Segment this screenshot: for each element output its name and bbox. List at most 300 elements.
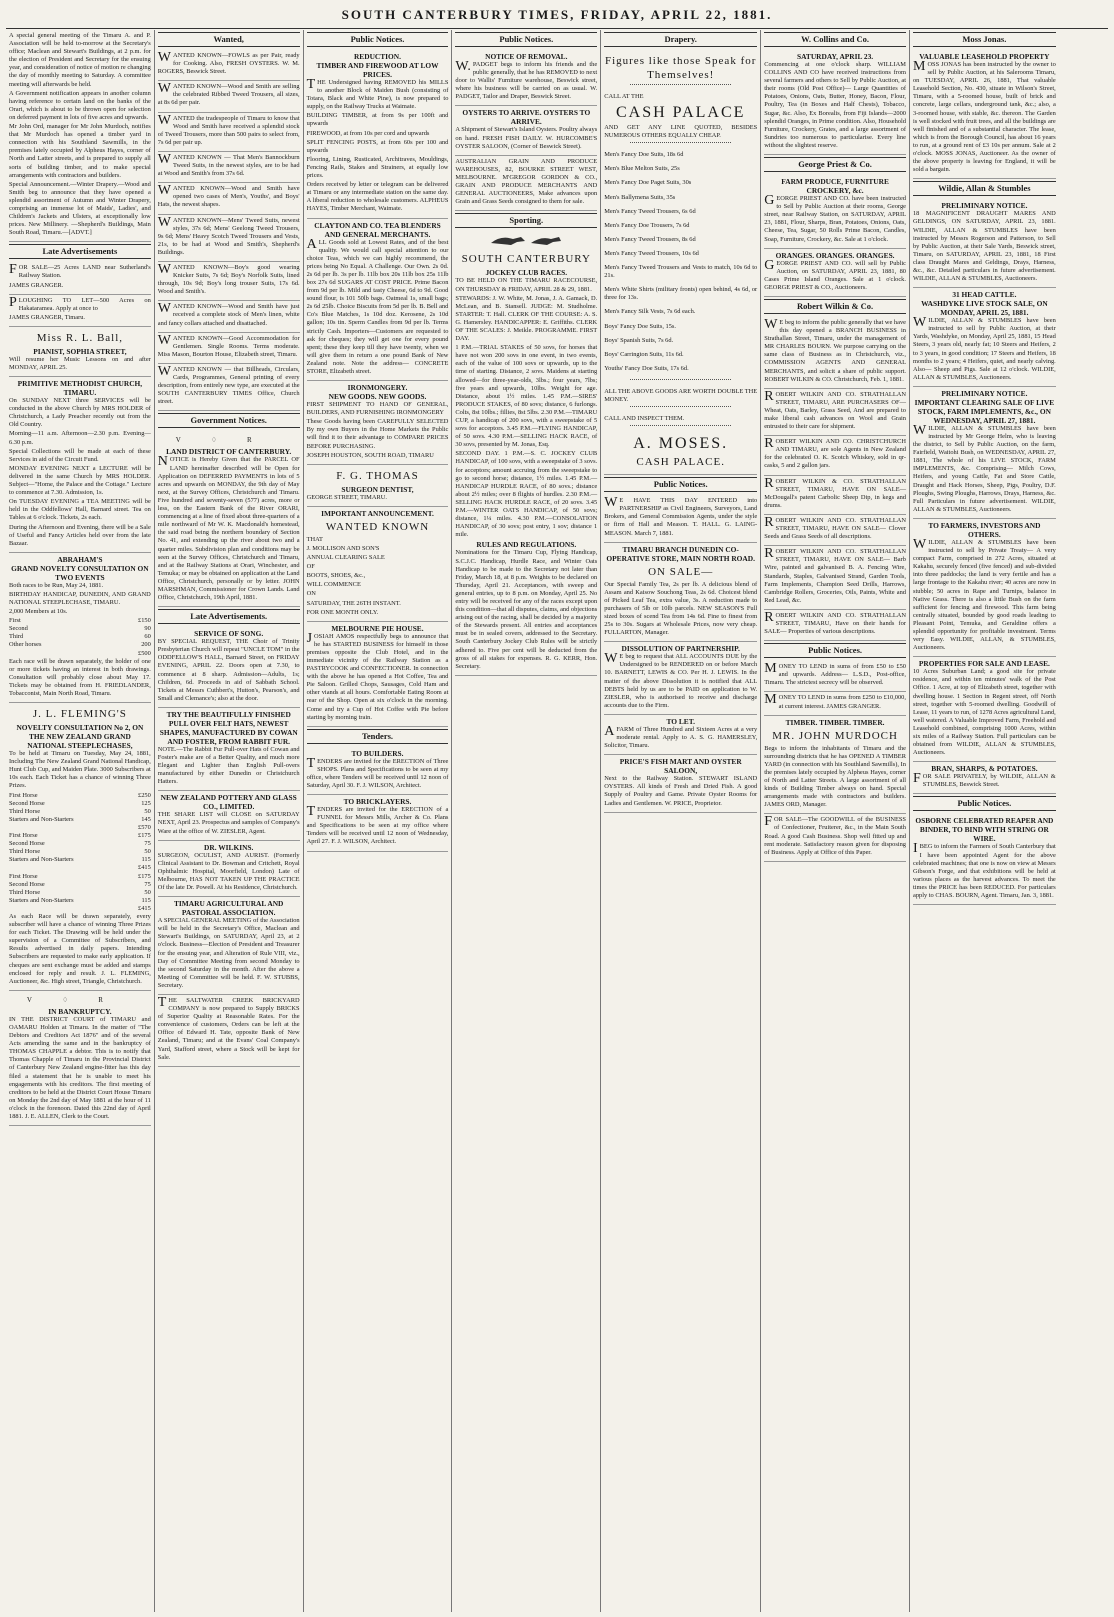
ad-title: SOUTH CANTERBURY — [461, 253, 591, 266]
advertisement — [307, 219, 449, 382]
ad-text: MOSS JONAS has been instructed by the owner to sell by Public Auction, at his Salerooms Timaru, on TUESDAY, APRIL 26, 1881, That valuable Leasehold Section, No. 430, situate in Wilson's Street, Timaru, with a 5-roomed house, built of brick and concrete, large cellars, underground tank, &c.; also, a 3-roomed house, with stable, &c. thereon. The Garden is well stocked with fruit trees, and all the buildings are well finished and of a substantial character. The lease, which is from the Borough Council, has about 16 years to run, at a ground rent of £3 10s per annum. Sale at 2 o'clock. MOSS JONAS, Auctioneer. As the owner of the above property is leaving for England, it will be sold a bargain. — [912, 59, 1056, 174]
advertisement — [9, 553, 151, 703]
prize-row — [9, 617, 151, 625]
prize-label: Third Horse — [9, 888, 41, 896]
divider — [630, 142, 731, 149]
advertisement — [764, 692, 906, 715]
advertisement — [455, 156, 597, 212]
ad-text: Our Special Family Tea, 2s per lb. A delicious blend of Assam and Kaisow Souchong Teas, 2s 6d. Choicest blend of Picked Leaf Tea, extra value, 3s. A reduction made to purchasers of 5lb or 10lb parcels. NEW SEASON'S Full sized boxes of scend Tea from 14s 6d. Fine to finest from 25s to 30s. Sugars at Wholesale Prices, now very cheap. FULLARTON, Manager. — [604, 580, 758, 637]
prize-label: Third Horse — [9, 807, 41, 815]
advertisement — [158, 215, 300, 262]
prize-value: £175 — [138, 832, 151, 840]
advertisement — [9, 377, 151, 553]
ad-text: THAT — [306, 535, 323, 543]
ad-title: PRELIMINARY NOTICE. — [941, 201, 1028, 211]
ad-text: ALL THE ABOVE GOODS ARE WORTH DOUBLE THE MONEY. — [604, 387, 758, 403]
news-item: Mr John Ord, manager for Mr John Murdoch, notifies that Mr Murdoch has opened a timber yard in connection with his Southland Sawmills, in the premises lately occupied by Alpheus Hayes, corner of North and Latter streets, and is prepared to supply all sorts of building timber, and to make special arrangements with contractors and builders. — [9, 123, 151, 179]
advertisement — [764, 716, 906, 815]
ad-text: ROBERT WILKIN & CO. STRATHALLAN STREET, TIMARU, HAVE ON SALE— McDougall's patent Carbolic Sheep Dip, in kegs and drums. — [764, 475, 906, 509]
prize-label: Third — [9, 633, 24, 641]
ad-title: IN BANKRUPTCY. — [48, 1006, 112, 1016]
advertisement — [9, 703, 151, 991]
ad-text: As each Race will be drawn separately, every subscriber will have a chance of winning Three Prizes for each Ticket. The Drawing will be held under the supervision of a Committee of Subscribers, and Results advertised in daily papers. Intending Subscribers are requested to make early application. If cheques are sent exchange must be added and stamps enclosed for reply and result. J. L. FLEMING, Auctioneer, &c. High street, Triangle, Christchurch. — [9, 912, 151, 985]
section-heading: Late Advertisements — [9, 244, 151, 259]
prize-row — [9, 873, 151, 881]
ad-subtitle: IMPORTANT ANNOUNCEMENT. — [321, 508, 434, 518]
ad-text: WANTED KNOWN—Boy's good wearing Knicker Suits, 7s 6d; Boy's Norfolk Suits, lined through, 10s 9d; Boy's long trouser Suits, 17s 6d. Wood and Smith's. — [157, 261, 300, 296]
ad-subtitle: TIMBER. TIMBER. TIMBER. — [785, 717, 885, 727]
section-heading: Moss Jonas. — [913, 32, 1056, 47]
ad-text: NOTE.—The Rabbit Fur Pull-over Hats of Cowan and Foster's make are of a Better Quality, and much more Elegant and Lighter than English Pull-overs manufactured by either Dunedin or Christchurch Hatters. — [157, 745, 300, 786]
advertisement — [913, 762, 1056, 794]
horse-icon — [455, 233, 597, 250]
ad-text: Both races to be Run, May 24, 1881. — [9, 581, 104, 589]
list-item: Youths' Fancy Doe Suits, 17s 6d. — [604, 364, 689, 372]
ad-text: W.PADGET begs to inform his friends and the public generally, that he has REMOVED to next door to Wallis' Furniture warehouse, Beswick street, where his business will be carried on as usual. W. PADGET, Tailor and Draper, Beswick Street. — [455, 59, 598, 101]
ad-text: WANTED KNOWN—Wood and Smith have just received a complete stock of Men's linen, white and fancy collars attached and disattached. — [157, 301, 300, 327]
ad-title: Figures like those Speak for Themselves! — [604, 55, 757, 81]
ad-title: OSBORNE CELEBRATED REAPER AND BINDER, TO BIND WITH STRING OR WIRE. — [915, 816, 1054, 844]
list-item: Men's Fancy Doe Trousers, 7s 6d — [604, 221, 690, 229]
ad-subtitle: GRAND NOVELTY CONSULTATION ON TWO EVENTS — [11, 563, 149, 582]
ad-text: FIRST SHIPMENT TO HAND OF GENERAL, BUILDERS, AND FURNISHING IRONMONGERY — [306, 401, 449, 417]
advertisement — [764, 389, 906, 436]
ad-text: WE HAVE THIS DAY ENTERED into PARTNERSHIP as Civil Engineers, Surveyors, Land Brokers, and General Commission Agents, under the style or firm of Hall and Meason. T. HALL. G. LAING-MEASON. March 7, 1881. — [604, 495, 758, 537]
list-item: Men's Fancy Doe Paget Suits, 30s — [604, 179, 692, 187]
advertisement — [913, 814, 1056, 905]
ad-text: THE Undersigned having REMOVED his MILLS to another Block of Maiden Bush (consisting of Totara, Black and White Pine), is now prepared to supply, on the Railway Trucks at Waimate. — [306, 77, 449, 111]
advertisement — [455, 106, 597, 155]
advertisement — [158, 301, 300, 332]
prize-row — [9, 897, 151, 905]
column-3 — [304, 30, 453, 1612]
ad-title: LAND DISTRICT OF CANTERBURY. — [166, 447, 292, 457]
prize-value: 50 — [144, 888, 151, 896]
column-2 — [155, 30, 304, 1612]
ad-title: TO BRICKLAYERS. — [343, 797, 412, 807]
ad-subtitle: NEW GOODS. NEW GOODS. — [328, 392, 427, 402]
ad-text: Orders received by letter or telegram can be delivered at Timaru or any intermediate station on the same day. A liberal reduction to wholesale customers. ALPHEUS HAYES, Timber Merchant, Waimate. — [306, 181, 449, 213]
prize-row — [9, 650, 151, 658]
ad-text: J. MOLLISON AND SON'S — [306, 544, 380, 552]
prize-row — [9, 808, 151, 816]
advertisement — [9, 262, 151, 294]
ad-text: STEWARDS: J. W. White, M. Jonas, J. A. Gamack, D. McLean, and B. Stansell. JUDGE: M. Studholme. STARTER: T. Hall. CLERK OF THE COURSE: A. S. G. Hamersley. HANDICAPPER: E. Griffiths. CLERK OF THE SCALES: J. Meikle. PROGRAMME. FIRST DAY. — [455, 294, 598, 343]
prize-value: 200 — [141, 641, 151, 649]
advertisement — [307, 795, 449, 851]
ad-text: IBEG to inform the Farmers of South Canterbury that I have been appointed Agent for the above celebrated machines; that one is now on view at Messrs Gibson's Forge, and that exhibitions will be held at various places as the harvest advances. To meet the times the PRICE has been REDUCED. For particulars apply to CHAS. BOURN, Agent. Timaru, Jan. 3, 1881. — [912, 841, 1056, 900]
ad-text: TENDERS are invited for the ERECTION of Three SHOPS. Plans and Specifications to be seen at my office, where Tenders will be received until 12 noon of Saturday, April 30. F. J. WILSON, Architect. — [306, 755, 449, 789]
ad-title: TO FARMERS, INVESTORS AND OTHERS. — [928, 520, 1041, 539]
section-heading: Public Notices. — [455, 32, 597, 47]
advertisement — [604, 495, 757, 542]
prize-value: 75 — [144, 880, 151, 888]
list-item: Boys' Spanish Suits, 7s 6d. — [604, 336, 674, 344]
advertisement — [307, 465, 449, 507]
prize-row — [9, 881, 151, 889]
ad-title: FARM PRODUCE, FURNITURE CROCKERY, &c. — [781, 177, 889, 196]
section-heading: Tenders. — [307, 729, 449, 744]
royal-crest: V♢R — [175, 436, 282, 445]
advertisement — [158, 81, 300, 112]
advertisement — [764, 50, 906, 155]
ad-title: TRY THE BEAUTIFULLY FINISHED PULL OVER FELT HATS, NEWEST SHAPES, MANUFACTURED BY COWAN AND FOSTER, FROM RABBIT FUR. — [159, 709, 298, 746]
advertisement — [913, 657, 1056, 762]
news-item: A special general meeting of the Timaru A. and P. Association will be held to-morrow at the Secretary's office; Maclean and Stewart's Buildings, at 2 p.m. for the election of President and Secretary for the ensuing year, and consideration of notice of motion re changing the day of monthly meeting to Saturday. A committee meeting will afterwards be held. — [9, 32, 151, 88]
ad-signature: JOSEPH HOUSTON, SOUTH ROAD, TIMARU — [306, 451, 434, 459]
prize-row — [9, 840, 151, 848]
list-item: Boys' Fancy Doe Suits, 15s. — [604, 322, 676, 330]
ad-text: BOOTS, SHOES, &c., — [306, 572, 366, 580]
advertisement — [307, 747, 449, 795]
ad-text: WANTED KNOWN — that Billheads, Circulars, Cards, Programmes, General printing of every description, from entirely new type, are executed at the SOUTH CANTERBURY TIMES Office, Church street. — [157, 363, 300, 406]
prize-label: Starters and Non-Starters — [9, 815, 74, 823]
ad-title: WASHDYKE LIVE STOCK SALE, ON MONDAY, APRIL 25, 1881. — [921, 299, 1048, 318]
column-7 — [910, 30, 1059, 1612]
prize-row — [9, 816, 151, 824]
masthead: SOUTH CANTERBURY TIMES, FRIDAY, APRIL 22, 1881. — [341, 7, 773, 22]
advertisement — [604, 715, 757, 755]
ad-text: WILDIE, ALLAN & STUMBLES have been instructed to sell by Public Auction, at their Yards, Washdyke, on Monday, April 25, 1881, 15 Head Steers, 3 years old, nearly fat; 10 Steers and Heifers, 2 to 3 years, in good condition; 17 Steers and Heifers, 18 months to 2 years; 4 Heifers, quiet, and nearly calving. Also— Sheep and Pigs. Sale at 12 o'clock. WILDIE, ALLAN & STUMBLES, Auctioneers. — [912, 315, 1056, 381]
ad-text: WE beg to inform the public generally that we have this day opened a BRANCH BUSINESS in Strathallan Street, Timaru, under the management of MR CHARLES BOURN. We purpose carrying on the same class of Business as in Christchurch, viz., COMMISSION AGENTS AND GENERAL MERCHANTS, and solicit a share of public support. ROBERT WILKIN & CO. Christchurch, Feb. 1, 1881. — [764, 316, 906, 383]
advertisement — [764, 476, 906, 515]
ad-title: TO LET. — [666, 716, 695, 726]
prize-label: Other horses — [9, 641, 42, 649]
advertisement — [307, 507, 449, 622]
advertisement — [158, 262, 300, 301]
ad-title: MELBOURNE PIE HOUSE. — [331, 623, 424, 633]
ad-title: MR. JOHN MURDOCH — [772, 729, 898, 742]
section-heading: Wanted, — [158, 32, 300, 47]
prize-value: 60 — [144, 633, 151, 641]
column-4 — [452, 30, 601, 1612]
advertisement — [455, 50, 597, 106]
prize-value: 90 — [144, 625, 151, 633]
advertisement — [604, 755, 757, 812]
ad-text: SURGEON, OCULIST, AND AURIST. (Formerly Clinical Assistant to Dr. Bowman and Critchett, Royal Ophthalmic Hospital, Moorfield, London) Late of Melbourne, HAS NOT TAKEN UP THE PRACTICE Of the late Dr. Powell. At his Residence, Christchurch. — [157, 851, 300, 892]
list-item: Men's Blue Melton Suits, 25s — [604, 165, 680, 173]
ad-text: WILDIE, ALLAN & STUMBLES have been instructed by Mr George Helm, who is leaving the district, to Sell by Public Auction, on the farm, Fairfield, Waitohi Bush, on WEDNESDAY, APRIL 27, 1881, The whole of his LIVE STOCK, FARM IMPLEMENTS, &c. Comprising— Milch Cows, Heifers, and young Cattle, Fat and Store Cattle, Draught and Hack Horses, Sheep, Pigs, Poultry, D.F. Ploughs, Swing Ploughs, Harrows, Drays, Harness, &c. Full Particulars in future advertisement. WILDIE, ALLAN & STUMBLES, Auctioneers. — [912, 422, 1056, 513]
section-heading: Late Advertisements. — [158, 609, 300, 624]
ad-title: DISSOLUTION OF PARTNERSHIP. — [621, 644, 740, 654]
advertisement — [158, 995, 300, 1067]
list-item: Men's Ballymena Suits, 35s — [604, 193, 676, 201]
advertisement — [158, 897, 300, 995]
ad-text: FOR SALE—The GOODWILL of the BUSINESS of Confectioner, Fruiterer, &c., in the Main South Road. A good Cash Business. Shop well fitted up and rent moderate. Satisfactory reason given for disposing of Business. Apply at Office of this Paper. — [764, 814, 906, 856]
ad-text: WANTED KNOWN—FOWLS as per Pair, ready for Cooking. Also, FRESH OYSTERS. W. M. ROGERS, Beswick Street. — [157, 50, 300, 76]
ad-text: THE SALTWATER CREEK BRICKYARD COMPANY is now prepared to Supply BRICKS of Superior Quality at Reasonable Rates. For the convenience of customers, Orders can be left at the Office of Edward H. Tate, opposite Bank of New Zealand, Timaru; and at the Evans' Coal Company's Yard, Stafford street, where a Stock will be kept for Sale. — [157, 994, 300, 1061]
advertisement — [764, 436, 906, 475]
ad-subtitle: 31 HEAD CATTLE. — [952, 290, 1017, 300]
ad-subtitle: NOVELTY CONSULTATION No 2, ON THE NEW ZEALAND GRAND NATIONAL STEEPLECHASES, — [16, 723, 144, 751]
ad-subtitle: PIANIST, SOPHIA STREET, — [33, 346, 127, 356]
ad-text: WANTED KNOWN — That Men's Bannockburn Tweed Suits, in the newest styles, are to be had at Wood and Smith's from 37s 6d. — [157, 151, 300, 178]
ad-text: Next to the Railway Station. STEWART ISLAND OYSTERS. All kinds of Fresh and Dried Fish. A good Supply of Poultry and Game. Private Oyster Rooms for Ladies and Gentlemen. W. PRICE, Proprietor. — [604, 775, 758, 807]
ad-text: ROBERT WILKIN AND CO. STRATHALLAN STREET, TIMARU, ARE PURCHASERS OF— Wheat, Oats, Barley, Grass Seed, And are prepared to make liberal cash advances on Wool and Grain entrusted to their care for shipment. — [764, 388, 906, 431]
ad-text: To be held at Timaru on Tuesday, May 24, 1881, Including The New Zealand Grand National Handicap, Hunt Club Cup, and Maiden Plate. 3000 Subscribers at 10s each. Each Ticket has a chance of winning Three Prizes. — [9, 750, 151, 790]
advertisement — [158, 50, 300, 81]
section-heading: Public Notices. — [604, 477, 757, 492]
prize-row — [9, 832, 151, 840]
ad-title: PRICE'S FISH MART AND OYSTER SALOON, — [619, 757, 742, 776]
ad-title: PRIMITIVE METHODIST CHURCH, TIMARU. — [17, 379, 143, 398]
ad-text: WANTED KNOWN—Wood and Smith are selling the celebrated Ribbed Tweed Trousers, all sizes, at 8s 6d per pair. — [157, 81, 300, 107]
advertisement — [913, 519, 1056, 657]
divider — [630, 84, 731, 91]
advertisement — [158, 431, 300, 607]
ad-title: SERVICE OF SONG. — [194, 629, 264, 639]
advertisement — [764, 317, 906, 389]
ad-text: ROBERT WILKIN AND CO. STRATHALLAN STREET, TIMARU, Have on their hands for SALE— Properties of various descriptions. — [764, 609, 906, 636]
prize-row — [9, 641, 151, 649]
ad-text: Special Collections will be made at each of these Services in aid of the Circuit Fund. — [9, 447, 151, 463]
prize-row — [9, 800, 151, 808]
ad-text: TO BE HELD ON THE TIMARU RACECOURSE, ON THURSDAY & FRIDAY, APRIL 28 & 29, 1881. — [455, 277, 598, 293]
prize-row — [9, 633, 151, 641]
prize-value: 125 — [141, 799, 151, 807]
list-item: Men's Fancy Tweed Trousers and Vests to match, 10s 6d to 21s. — [604, 264, 758, 280]
ad-signature: JAMES GRANGER, Timaru. — [9, 313, 85, 321]
advertisement — [158, 113, 300, 152]
ad-text: FOR SALE PRIVATELY, by WILDIE, ALLAN & STUMBLES, Beswick Street. — [912, 771, 1056, 789]
masthead-rule — [6, 28, 1108, 29]
ad-title: J. L. FLEMING'S — [32, 708, 127, 721]
prize-value: £415 — [138, 904, 151, 912]
advertisement — [307, 622, 449, 727]
prize-row — [9, 864, 151, 872]
section-heading: Wildie, Allan & Stumbles — [913, 181, 1056, 196]
ad-text: WANTED the tradespeople of Timaru to know that Wood and Smith have received a splendid stock of Tweed Trousers, more than 500 pairs to select from, 7s 6d per pair up. — [157, 112, 300, 146]
ad-text: WANTED KNOWN—Wood and Smith have opened two cases of Men's, Youths', and Boys' Hats, the newest shapes. — [157, 183, 300, 209]
ad-text: BIRTHDAY HANDICAP, DUNEDIN, AND GRAND NATIONAL STEEPLECHASE, TIMARU. — [9, 590, 151, 606]
merchant-name: A. MOSES. — [633, 435, 729, 453]
ad-text: 1 P.M.—TRIAL STAKES of 50 sovs, for horses that have not won 200 sovs in one event, in two events, each of the value of 100 sovs or upwards, up to the time of starting. Distance, 2 sovs. Maidens at starting allowed—for three-year-olds, 3lbs.; four years, 7lbs; five years and upwards, 10lbs. Weight for age. Distance, about 1½ miles. 1.45 P.M.—SIRES' PRODUCE STAKES, of 80 sovs; distance, 6 furlongs. Colts, 8st 10lbs.; fillies, 8st 5lbs. 2.30 P.M.—TIMARU CUP, a handicap of 200 sovs, with a sweepstake of 5 sovs for acceptors. 3.45 P.M.—FLYING HANDICAP, of 50 sovs. 4.30 P.M.—SELLING HACK RACE, of 30 sovs, presented by M. Jonas, Esq. — [455, 344, 598, 449]
ad-title: BRAN, SHARPS, & POTATOES. — [931, 764, 1038, 774]
section-heading: Government Notices. — [158, 413, 300, 428]
prize-value: £250 — [138, 791, 151, 799]
list-item: BUILDING TIMBER, at from 9s per 100ft and upwards — [306, 112, 449, 128]
ad-title: DR. WILKINS. — [204, 842, 254, 852]
advertisement — [307, 381, 449, 465]
price-list — [604, 151, 757, 373]
prize-label: First Horse — [9, 832, 38, 840]
advertisement — [764, 610, 906, 641]
ad-text: MONEY TO LEND in sums of from £50 to £50 and upwards. Address— L.S.D., Post-office, Timaru. The strictest secrecy will be observed. — [764, 661, 906, 687]
ad-text: AFARM of Three Hundred and Sixteen Acres at a very moderate rental. Apply to A. S. G. HAMERSLEY, Solicitor, Timaru. — [604, 723, 758, 750]
advertisement — [764, 661, 906, 692]
prize-label: Starters and Non-Starters — [9, 896, 74, 904]
ad-title: IMPORTANT CLEARING SALE OF LIVE STOCK, FARM IMPLEMENTS, &c., ON WEDNESDAY, APRIL 27, 1881. — [914, 397, 1055, 425]
advertisement — [604, 50, 757, 475]
section-heading: Public Notices. — [764, 643, 906, 658]
news-item: Special Announcement.—Winter Drapery.—Wood and Smith beg to announce that they have opened a splendid assortment of Autumn and Winter Drapery, comprising an immense lot of Maids', Ladies', and Children's Jackets and Ulsters, at exceptionally low prices. New Millinery. —Shepherd's Buildings, Main South Road, Timaru.—[ADVT.] — [9, 180, 151, 237]
divider — [630, 425, 731, 432]
ad-text: JOSIAH AMOS respectfully begs to announce that he has STARTED BUSINESS for himself in those premises opposite the Club Hotel, and in the immediate vicinity of the Railway Station as a PASTRYCOOK and CONFECTIONER. In connection with the above he has opened a Hot Coffee, Tea and Pie Saloon. Grilled Chops, Sausages, Cold Ham and other viands at all hours. Comfortable Eating Room at rear of the Shop. Open at six o'clock in the morning. Come and try a Cup of Hot Coffee with Pie before starting by morning train. — [306, 630, 449, 721]
store-name: CASH PALACE. — [636, 456, 725, 469]
section-heading: Robert Wilkin & Co. — [764, 299, 906, 314]
ad-text: IN THE DISTRICT COURT of TIMARU and OAMARU Holden at Timaru. In the matter of "The Debtors and Creditors Act 1876" and of the several Acts amending the same and in the bankruptcy of THOMAS CHAPPLE a debtor. This is to notify that Thomas Chapple of Timaru in the Provincial District of Canterbury New Zealand engine-fitter has this day filed a statement that he is unable to meet his engagements with his creditors. The first meeting of creditors to be held at the District Court House Timaru on Monday the 2nd day of May 1881 at the hour of 11 o'clock in the forenoon. Dated this 22nd day of April 1881. J. E. ALLEN, Clerk to the Court. — [9, 1015, 151, 1121]
ad-title: CLAYTON AND CO. TEA BLENDERS AND GENERAL MERCHANTS. — [314, 220, 441, 239]
advertisement — [764, 249, 906, 297]
prize-value: 115 — [141, 856, 151, 864]
ad-text: A SPECIAL GENERAL MEETING of the Association will be held in the Secretary's Office, Maclean and Stewart's Buildings, on SATURDAY, April 23, at 2 o'clock. Business—Election of President and Treasurer for the ensuing year, and Alteration of Rule VIII, viz., Day of Committee Meeting from second Monday to the second Saturday in the month. After the above a Meeting of Committee will be held. F. W. STUBBS, Secretary. — [157, 917, 300, 989]
advertisement — [158, 708, 300, 791]
ad-text: During the Afternoon and Evening, there will be a Sale of Useful and Fancy Articles held over from the late Bazaar. — [9, 523, 151, 547]
ad-text: BY SPECIAL REQUEST, THE Choir of Trinity Presbyterian Church will repeat "UNCLE TOM" in the ODDFELLOW'S HALL, Barnard Street, on FRIDAY EVENING, APRIL 22. Doors open at 7.30, to commence at 8 sharp. Admission—Adults, 1s; Children, 6d. Proceeds in aid of Sabbath School. Tickets at Messrs Cuthbert's, Hutton's, Pearson's, and Small and Clemance's; also at the door. — [157, 638, 300, 702]
list-item: Men's Fancy Tweed Trousers, 10s 6d — [604, 249, 699, 257]
ad-subtitle: SURGEON DENTIST, — [341, 484, 414, 494]
advertisement — [913, 387, 1056, 519]
prize-value: £415 — [138, 864, 151, 872]
advertisement — [158, 627, 300, 708]
divider — [630, 406, 731, 413]
prize-label: First Horse — [9, 872, 38, 880]
ad-text: FOR ONE MONTH ONLY. — [306, 608, 379, 616]
list-item: Boys' Carrington Suits, 11s 6d. — [604, 350, 684, 358]
ad-text: On TUESDAY EVENING a TEA MEETING will be held in the Oddfellows' Hall, Barnard street. Tea on Tables at 6 o'clock. Tickets, 2s each. — [9, 498, 151, 522]
ad-text: Will resume her Music Lessons on and after MONDAY, APRIL 25. — [9, 355, 151, 371]
ad-title: Miss R. L. Ball, — [36, 331, 124, 344]
prize-label: Second Horse — [9, 799, 45, 807]
ad-text: Commencing at one o'clock sharp. WILLIAM COLLINS AND CO have received instructions from several farmers and others to Sell by Public Auction, at their rooms (Old Post Office)— Large Quantities of Potatoes, Onions, Oats, Butter, Honey, Bacon, Flour, Poultry, Tea (in Boxes and Half Chests), Tobacco, Sugar, &c. Also, Ex Borealis, from Fiji Islands—2000 splendid Oranges, in Prime condition. Also, Household Furniture, Crockery, Grates, and a large assortment of Sundries too numerous to particularise. Every line without the slightest reserve. — [764, 61, 906, 149]
advertisement — [9, 327, 151, 377]
prize-row — [9, 625, 151, 633]
ad-text: WILDIE, ALLAN & STUMBLES have been instructed to sell by Private Treaty— A very compact Farm, comprised in 272 Acres, situated at Kakahu, securely fenced (five fenced) and sub-divided into three paddocks; the land is very fertile and has a large frontage to the Kakahu river; 40 acres are now in stubble; 50 acres in Rape and Turnips, balance in Native Grass. There is also a little Bush on the farm sufficient for fencing and firewood. This farm being centrally situated, bounded by good roads leading to Pleasant Point, Temuka, and Geraldine offers a splendid opportunity for profitable investment. Terms very Easy. WILDIE, ALLAN, & STUMBLES, Auctioneers. — [912, 536, 1056, 652]
advertisement — [764, 175, 906, 249]
prize-label: Second Horse — [9, 880, 45, 888]
list-item: SPLIT FENCING POSTS, at from 60s per 100 and upwards — [306, 138, 449, 154]
ad-text: FOR SALE—25 Acres LAND near Sutherland's Railway Station. — [9, 262, 151, 280]
ad-text: Each race will be drawn separately, the holder of one or more tickets having an interest in both drawings. Consultation will probably close about May 17. Tickets may be obtained from H. FRIEDLANDER, Tobacconist, Main North Road, Timaru. — [9, 657, 151, 697]
section-heading: W. Collins and Co. — [764, 32, 906, 47]
section-heading: Sporting. — [455, 213, 597, 228]
prize-row — [9, 824, 151, 832]
ad-subtitle: JOCKEY CLUB RACES. — [485, 268, 568, 278]
column-6 — [761, 30, 910, 1612]
ad-text: CALL AT THE — [604, 93, 644, 100]
ad-title: ABRAHAM'S — [57, 554, 103, 564]
list-item: Men's White Shirts (military fronts) open behind, 4s 6d, or three for 13s. — [604, 286, 758, 302]
royal-crest: V♢R — [26, 995, 133, 1004]
ad-text: NOTICE is Hereby Given that the PARCEL OF LAND hereinafter described will be Open for Application on DEFERRED PAYMENTS in lots of 5 acres and upwards on MONDAY, the 9th day of May next, at the Survey Offices, Christchurch and Timaru. Five hundred and seventy-seven (577) acres, more or less, on the Eastern Bank of the River ORARI, commencing at a line of fixed about three-quarters of a mile northward of Mr W. K. Macdonald's homestead, the said road being the northern boundary of Section No. 41, and extending up the river about two and a quarter miles. Subdivision plan and conditions may be seen at the Survey Offices, Christchurch and Timaru, and at the Railway Stations at Orari, Winchester, and Temuka; or may be obtained on application at the Land Office, Christchurch, personally or by letter. JOHN MARSHMAN, Commissioner for Crown Lands. Land Office, Christchurch, 19th April, 1881. — [157, 454, 300, 602]
advertisement — [158, 364, 300, 411]
ad-title: NEW ZEALAND POTTERY AND GLASS CO., LIMITED. — [160, 793, 297, 812]
advertisement — [764, 515, 906, 546]
ad-title: VALUABLE LEASEHOLD PROPERTY — [919, 52, 1050, 61]
advertisement — [764, 546, 906, 610]
ad-text: MONDAY EVENING NEXT a LECTURE will be delivered in the same Church by MRS HOLDER. Subject—"Home, the Palace and the Cottage." Lecture to commence at 7.30. Admission, 1s. — [9, 464, 151, 497]
advertisement — [604, 543, 757, 643]
advertisement — [913, 50, 1056, 179]
ad-text: ON — [306, 590, 316, 598]
prize-row — [9, 905, 151, 913]
ad-title: IRONMONGERY. — [347, 383, 408, 393]
ad-title: F. G. THOMAS — [336, 469, 419, 482]
ad-text: On SUNDAY NEXT three SERVICES will be conducted in the above Church by MRS HOLDER of Christchurch, a Lady Preacher recently out from the Old Country. — [9, 397, 151, 429]
local-news — [9, 30, 151, 242]
ad-text: 10 Acres Suburban Land; a good site for private residence, and within ten minutes' walk of the Post Office. 1 Acre, at top of Elizabeth street, together with dwelling house. 1 Section in Regent street, off North street, together with 5-roomed dwelling. Goodwill of Lease, 11 years to run, of 1278 Acres agricultural Land, well watered. A Valuable Improved Farm, Freehold and Leasehold combined, comprising 1000 Acres, within six miles of a Railway Station. Full particulars can be obtained from WILDIE, ALLAN & STUMBLES, Auctioneers. — [912, 668, 1056, 757]
divider — [630, 379, 731, 386]
ad-subtitle: ON SALE— — [648, 565, 714, 578]
prize-value: 50 — [144, 807, 151, 815]
prize-value: 115 — [141, 896, 151, 904]
ad-title: TO BUILDERS. — [351, 748, 404, 758]
ad-text: Begs to inform the inhabitants of Timaru and the surrounding districts that he has OPENED A TIMBER YARD (in connection with his Southland Sawmills), In the premises lately occupied by Alpheus Hayes, corner of North and Latter Streets. A large assortment of all kinds of Building Timber always on hand. Special arrangements made with contractors and builders. JAMES ORD, Manager. — [764, 744, 906, 809]
advertisement — [764, 814, 906, 861]
prize-row — [9, 856, 151, 864]
ad-text: THE SHARE LIST will CLOSE on SATURDAY NEXT, April 23. Prospectus and samples of Company's Ware at the office of W. ZIESLER, Agent. — [157, 811, 300, 835]
list-item: Men's Fancy Tweed Trousers, 8s 6d — [604, 235, 696, 243]
newspaper-page — [6, 30, 1108, 1612]
prize-value: £150 — [138, 617, 151, 625]
advertisement — [455, 231, 597, 676]
ad-subtitle: PRELIMINARY NOTICE. — [941, 388, 1028, 398]
column-5 — [601, 30, 761, 1612]
prize-label: Starters and Non-Starters — [9, 856, 74, 864]
ad-title: WANTED KNOWN — [325, 520, 430, 533]
advertisement — [158, 183, 300, 214]
ad-text: ROBERT WILKIN AND CO. STRATHALLAN STREET, TIMARU, HAVE ON SALE— Clover Seeds and Grass Seeds of all descriptions. — [764, 514, 906, 541]
advertisement — [913, 199, 1056, 288]
ad-text: ROBERT WILKIN AND CO. CHRISTCHURCH AND TIMARU, are sole Agents in New Zealand for the celebrated O. K. Scotch Whiskey, sold in qr-casks, 5 and 2 gallon jars. — [764, 436, 906, 470]
ad-text: AND GET ANY LINE QUOTED, BESIDES NUMEROUS OTHERS EQUALLY CHEAP. — [604, 124, 758, 140]
ad-text: WANTED KNOWN—Mens' Tweed Suits, newest styles, 37s 6d; Mens' Geelong Tweed Trousers, 9s 6d; Mens' Heavy Scotch Tweed Trousers and Vests, 21s, to be had at Wood and Smith's, Shepherd's Buildings. — [157, 214, 300, 256]
section-heading: Public Notices. — [913, 796, 1056, 811]
prize-label: Third Horse — [9, 848, 41, 856]
advertisement — [604, 642, 757, 715]
ad-title: PROPERTIES FOR SALE AND LEASE. — [918, 659, 1050, 669]
ad-text: These Goods having been CAREFULLY SELECTED By my own Buyers in the Home Markets the Public will find it to their advantage to COMPARE PRICES BEFORE PURCHASING. — [306, 418, 449, 450]
ad-text: ANNUAL CLEARING SALE — [306, 554, 385, 562]
advertisement — [307, 50, 449, 219]
ad-text: PLOUGHING TO LET—500 Acres on Hakataramea. Apply at once to — [9, 294, 151, 312]
list-item: Men's Fancy Tweed Trousers, 6s 6d — [604, 207, 696, 215]
ad-text: SATURDAY, THE 26TH INSTANT. — [306, 599, 401, 607]
advertisement — [158, 791, 300, 840]
section-heading: Public Notices. — [307, 32, 449, 47]
prize-value: £500 — [138, 649, 151, 657]
ad-text: GEORGE STREET, TIMARU. — [306, 493, 387, 501]
ad-subtitle: RULES AND REGULATIONS. — [476, 540, 577, 550]
advertisement — [158, 152, 300, 183]
ad-text: OF — [306, 563, 315, 571]
ad-text: ROBERT WILKIN AND CO. STRATHALLAN STREET, TIMARU, HAVE ON SALE— Barb Wire, painted and galvanised B. A. Fencing Wire, Standards, Staples, Galvanised Strand, Garden Tools, Farm Implements, Champion Seed Drills, Harrows, Cambridge Rollers, Groceries, Oils, Paints, White and Red Lead, &c. — [764, 546, 906, 604]
advertisement — [9, 295, 151, 327]
prize-value: 145 — [141, 815, 151, 823]
advertisement — [158, 333, 300, 364]
prize-label: First — [9, 617, 21, 625]
prize-label: First Horse — [9, 791, 38, 799]
ad-title: NOTICE OF REMOVAL. — [485, 52, 568, 61]
prize-value: £175 — [138, 872, 151, 880]
ad-title: TIMBER AND FIREWOOD AT LOW PRICES. — [316, 61, 439, 79]
ad-text: Morning—11 a.m. Afternoon—2.30 p.m. Evening—6.30 p.m. — [9, 430, 151, 446]
ad-text: SECOND DAY. 1 P.M.—S. C. JOCKEY CLUB HANDICAP, of 100 sovs, with a sweepstake of 3 sovs. for acceptors; amount accruing from the sweepstake to go to second horse; distance, 1½ miles. 1.45 P.M.—HANDICAP HURDLE RACE, of 80 sovs.; distance about 2½ miles; over 8 flights of hurdles. 2.30 P.M.—SELLING HACK HURDLE RACE, of 20 sovs. 3.45 P.M.—WINTER OATS HANDICAP, of 50 sovs; distance, 1¼ miles. 4.30 P.M.—CONSOLATION HANDICAP, of 30 sovs; post entry, 1 sov; distance 1 mile. — [455, 450, 598, 539]
list-item: Flooring, Lining, Rusticated, Architraves, Mouldings, Fencing Rails, Stakes and Strainers, at equally low prices. — [306, 155, 449, 180]
ad-text: GEORGE PRIEST AND CO. will sell by Public Auction, on SATURDAY, APRIL 23, 1881, 80 Cases Prime Island Oranges. Sale at 1 o'clock. GEORGE PRIEST & CO., Auctioneers. — [764, 257, 906, 291]
advertisement — [9, 991, 151, 1126]
store-name: CASH PALACE — [615, 104, 746, 122]
prize-row — [9, 848, 151, 856]
ad-text: CALL AND INSPECT THEM. — [604, 415, 685, 423]
prize-label: Second — [9, 625, 28, 633]
ad-text: TENDERS are invited for the ERECTION of a FUNNEL for Messrs Mills, Archer & Co. Plans and Specifications to be seen at my office where Tenders will be received until 12 noon of Wednesday, April 27. F. J. WILSON, Architect. — [306, 804, 449, 846]
advertisement — [158, 841, 300, 897]
section-heading: Drapery. — [604, 32, 757, 47]
ad-text: 2,000 Members at 10s. — [9, 608, 68, 616]
ad-text: WE beg to request that ALL ACCOUNTS DUE by the Undersigned to be RENDERED on or before March 10. BARNETT, LEWIS & CO. Per H. J. LEWIS. In the matter of the above Dissolution it is notified that ALL DEBTS held by us are to be PAID on application to W. ZIESLER, who is authorised to receive and discharge accounts due to the Firm. — [604, 651, 758, 709]
ad-text: 18 MAGNIFICENT DRAUGHT MARES AND GELDINGS, ON SATURDAY, APRIL 23, 1881. WILDIE, ALLAN & STUMBLES have been instructed by Messrs Rogerson and Patterson, to Sell by Public Auction, at their Sale Yards, Beswick street, Timaru, on SATURDAY, APRIL 23, 1881, 18 First class Draught Mares and Geldings, Drays, Harness, &c., &c. Detailed particulars in future advertisement. WILDIE, ALLAN & STUMBLES, Auctioneers. — [912, 210, 1056, 283]
